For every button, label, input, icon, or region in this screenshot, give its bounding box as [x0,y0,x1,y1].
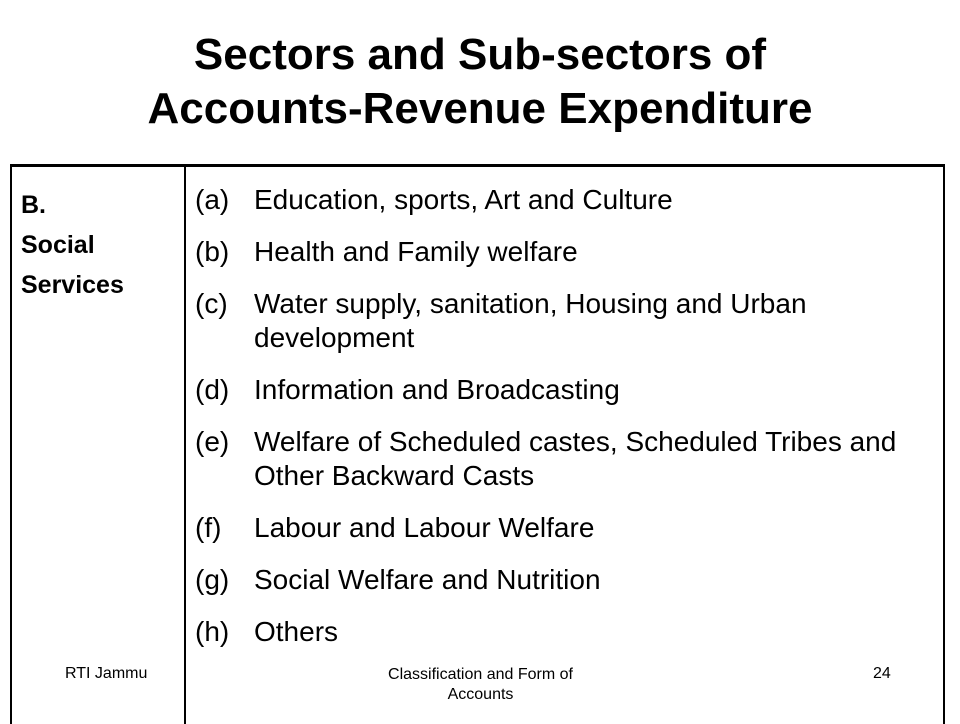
list-item-text: Information and Broadcasting [254,374,620,405]
list-item [195,287,935,355]
list-item-text: Labour and Labour Welfare [254,512,595,543]
list-item-marker: (f) [195,512,222,543]
sector-label [21,185,124,305]
list-item-text: Social Welfare and Nutrition [254,564,601,595]
list-item [195,425,935,493]
slide-number: 24 [873,665,891,682]
list-item-text: Welfare of Scheduled castes, Scheduled Tribes and Other Backward Casts [254,426,897,491]
list-item [195,235,935,269]
subsector-list [195,183,935,667]
column-divider [184,167,186,724]
list-item-text: Health and Family welfare [254,236,578,267]
sector-name-line-1: Social [21,231,95,259]
slide-title-line-2: Accounts-Revenue Expenditure [147,84,813,133]
sector-table [10,164,945,724]
list-item-text: Education, sports, Art and Culture [254,184,673,215]
list-item-marker: (g) [195,564,230,595]
slide-title [0,28,960,136]
list-item-marker: (d) [195,374,230,405]
list-item [195,373,935,407]
footer-organization: RTI Jammu [65,665,148,682]
list-item-text: Others [254,616,339,647]
list-item-marker: (h) [195,616,230,647]
footer-subject: Classification and Form of Accounts [368,665,593,705]
list-item [195,183,935,217]
list-item-marker: (a) [195,184,230,215]
list-item [195,511,935,545]
list-item-marker: (c) [195,288,228,319]
sector-code: B. [21,191,46,219]
list-item [195,615,935,649]
list-item [195,563,935,597]
list-item-marker: (e) [195,426,230,457]
list-item-marker: (b) [195,236,230,267]
sector-name-line-2: Services [21,271,124,299]
list-item-text: Water supply, sanitation, Housing and Urban development [254,288,807,353]
slide-title-line-1: Sectors and Sub-sectors of [193,30,767,79]
